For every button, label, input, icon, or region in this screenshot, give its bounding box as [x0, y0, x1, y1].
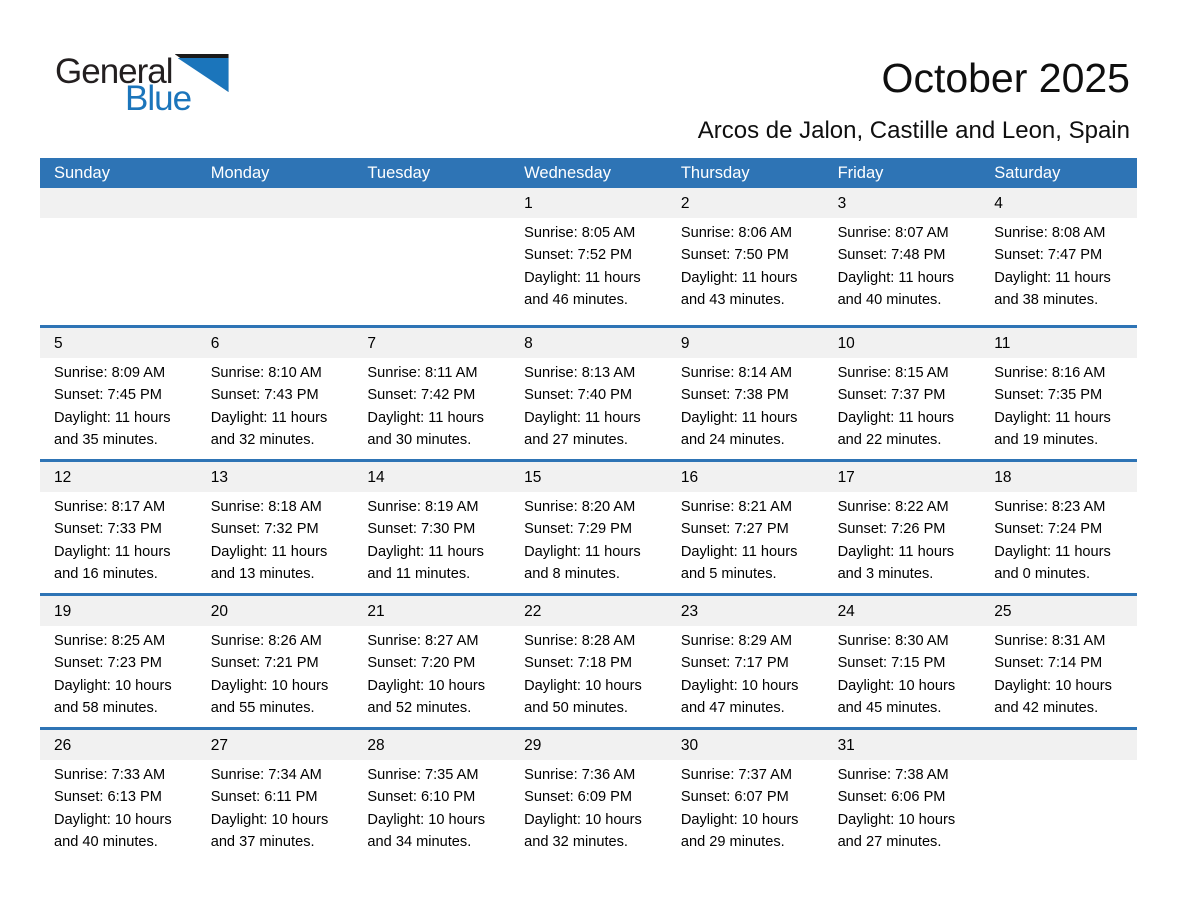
daylight-text-line1: Daylight: 10 hours — [210, 677, 329, 694]
daylight-text-line2: and 38 minutes. — [994, 292, 1099, 309]
daylight-text-line1: Daylight: 11 hours — [837, 269, 955, 286]
day-number: 1 — [524, 195, 533, 212]
daylight-text-line2: and 42 minutes. — [994, 700, 1099, 717]
daylight-text-line2: and 37 minutes. — [210, 834, 315, 851]
day-cell — [510, 188, 667, 325]
day-info — [510, 492, 667, 586]
sunrise-text: Sunrise: 8:31 AM — [994, 633, 1106, 649]
day-number: 26 — [54, 737, 72, 754]
day-cell — [824, 328, 981, 459]
sunrise-text: Sunrise: 8:19 AM — [367, 499, 479, 515]
daylight-text-line2: and 22 minutes. — [837, 432, 942, 449]
day-info — [197, 358, 354, 452]
day-cell — [980, 462, 1137, 593]
daylight-text-line1: Daylight: 10 hours — [54, 677, 172, 694]
day-info — [980, 358, 1137, 452]
sunrise-text: Sunrise: 7:34 AM — [210, 767, 322, 783]
sunset-text: Sunset: 7:30 PM — [367, 521, 476, 538]
sunset-text: Sunset: 7:32 PM — [210, 521, 319, 538]
daylight-text-line1: Daylight: 11 hours — [367, 543, 484, 560]
daylight-text-line1: Daylight: 11 hours — [367, 409, 484, 426]
daylight-text-line2: and 16 minutes. — [54, 566, 158, 583]
day-info — [40, 760, 197, 854]
day-cell — [197, 730, 354, 861]
day-info — [197, 760, 354, 854]
day-info — [197, 626, 354, 720]
day-info — [353, 492, 510, 586]
sunrise-text: Sunrise: 8:17 AM — [54, 499, 166, 515]
logo-triangle-icon — [175, 54, 229, 92]
day-cell — [197, 328, 354, 459]
day-info — [824, 218, 981, 312]
day-number: 10 — [837, 335, 855, 352]
sunrise-text: Sunrise: 8:18 AM — [210, 499, 322, 515]
sunrise-text: Sunrise: 8:11 AM — [367, 365, 478, 381]
day-number — [40, 188, 197, 218]
day-cell — [824, 462, 981, 593]
daylight-text-line2: and 0 minutes. — [994, 566, 1091, 583]
day-number: 8 — [524, 335, 533, 352]
day-cell — [197, 462, 354, 593]
sunset-text: Sunset: 7:33 PM — [54, 521, 162, 538]
daylight-text-line2: and 45 minutes. — [837, 700, 942, 717]
sunset-text: Sunset: 6:09 PM — [524, 789, 633, 806]
day-number: 20 — [210, 603, 228, 620]
sunset-text: Sunset: 7:35 PM — [994, 387, 1103, 404]
day-cell — [40, 328, 197, 459]
day-cell — [353, 328, 510, 459]
daylight-text-line2: and 30 minutes. — [367, 432, 472, 449]
daylight-text-line1: Daylight: 11 hours — [680, 269, 798, 286]
day-cell — [667, 328, 824, 459]
logo-text-general: General — [55, 52, 173, 91]
daylight-text-line1: Daylight: 11 hours — [994, 409, 1111, 426]
day-number: 21 — [367, 603, 385, 620]
day-info — [510, 626, 667, 720]
empty-day-cell — [197, 188, 354, 325]
day-info — [353, 358, 510, 452]
sunset-text: Sunset: 7:26 PM — [837, 521, 946, 538]
day-number: 16 — [680, 469, 699, 486]
day-number: 17 — [837, 469, 855, 486]
day-number — [353, 188, 510, 218]
daylight-text-line2: and 43 minutes. — [680, 292, 785, 309]
sunrise-text: Sunrise: 8:30 AM — [837, 633, 949, 649]
daylight-text-line1: Daylight: 10 hours — [524, 677, 642, 694]
day-number: 27 — [210, 737, 228, 754]
sunrise-text: Sunrise: 8:06 AM — [680, 225, 792, 241]
day-number: 3 — [837, 195, 847, 212]
daylight-text-line2: and 47 minutes. — [680, 700, 785, 717]
sunset-text: Sunset: 7:17 PM — [680, 655, 789, 672]
daylight-text-line2: and 27 minutes. — [837, 834, 942, 851]
logo-text-blue: Blue — [125, 79, 192, 118]
day-info — [510, 760, 667, 854]
daylight-text-line2: and 3 minutes. — [837, 566, 934, 583]
day-number: 29 — [524, 737, 542, 754]
day-number: 24 — [837, 603, 855, 620]
sunrise-text: Sunrise: 7:35 AM — [367, 767, 479, 783]
day-cell — [667, 188, 824, 325]
day-number: 30 — [680, 737, 699, 754]
sunset-text: Sunset: 7:37 PM — [837, 387, 946, 404]
sunset-text: Sunset: 6:11 PM — [210, 789, 318, 806]
sunset-text: Sunset: 7:38 PM — [680, 387, 789, 404]
sunset-text: Sunset: 7:45 PM — [54, 387, 162, 404]
day-cell — [353, 462, 510, 593]
day-cell — [510, 730, 667, 861]
day-info — [980, 626, 1137, 720]
daylight-text-line1: Daylight: 10 hours — [837, 811, 956, 828]
weekday-saturday: Saturday — [994, 163, 1061, 182]
daylight-text-line1: Daylight: 11 hours — [210, 543, 328, 560]
sunset-text: Sunset: 7:43 PM — [210, 387, 319, 404]
sunrise-text: Sunrise: 8:10 AM — [210, 365, 322, 381]
sunrise-text: Sunrise: 8:26 AM — [210, 633, 322, 649]
day-number: 2 — [680, 195, 690, 212]
day-info — [40, 492, 197, 586]
daylight-text-line2: and 32 minutes. — [524, 834, 628, 851]
day-number: 4 — [994, 195, 1003, 212]
week-row — [40, 188, 1137, 325]
sunset-text: Sunset: 7:40 PM — [524, 387, 633, 404]
sunrise-text: Sunrise: 8:27 AM — [367, 633, 479, 649]
daylight-text-line1: Daylight: 11 hours — [837, 543, 955, 560]
sunset-text: Sunset: 7:14 PM — [994, 655, 1103, 672]
day-cell — [824, 596, 981, 727]
sunset-text: Sunset: 7:20 PM — [367, 655, 476, 672]
daylight-text-line2: and 46 minutes. — [524, 292, 628, 309]
daylight-text-line2: and 40 minutes. — [54, 834, 158, 851]
sunset-text: Sunset: 7:24 PM — [994, 521, 1103, 538]
sunrise-text: Sunrise: 8:22 AM — [837, 499, 949, 515]
sunset-text: Sunset: 7:48 PM — [837, 247, 946, 264]
daylight-text-line1: Daylight: 11 hours — [54, 543, 171, 560]
daylight-text-line1: Daylight: 10 hours — [367, 677, 486, 694]
daylight-text-line2: and 29 minutes. — [680, 834, 785, 851]
sunrise-text: Sunrise: 8:05 AM — [524, 225, 636, 241]
sunset-text: Sunset: 7:15 PM — [837, 655, 946, 672]
daylight-text-line1: Daylight: 11 hours — [680, 543, 798, 560]
day-number — [980, 730, 1137, 760]
day-number: 31 — [837, 737, 855, 754]
sunrise-text: Sunrise: 8:23 AM — [994, 499, 1106, 515]
daylight-text-line1: Daylight: 11 hours — [994, 269, 1111, 286]
sunrise-text: Sunrise: 8:21 AM — [680, 499, 792, 515]
weekday-monday: Monday — [210, 163, 270, 182]
day-cell — [197, 596, 354, 727]
day-cell — [667, 462, 824, 593]
day-number: 6 — [210, 335, 220, 352]
location-subtitle: Arcos de Jalon, Castille and Leon, Spain — [697, 117, 1130, 144]
sunset-text: Sunset: 6:07 PM — [680, 789, 789, 806]
weekday-thursday: Thursday — [680, 163, 750, 182]
day-info — [197, 492, 354, 586]
sunrise-text: Sunrise: 8:14 AM — [680, 365, 792, 381]
day-cell — [353, 730, 510, 861]
daylight-text-line2: and 52 minutes. — [367, 700, 472, 717]
daylight-text-line2: and 19 minutes. — [994, 432, 1099, 449]
week-row — [40, 593, 1137, 727]
day-number: 15 — [524, 469, 542, 486]
daylight-text-line2: and 5 minutes. — [680, 566, 777, 583]
sunset-text: Sunset: 7:52 PM — [524, 247, 633, 264]
day-cell — [980, 596, 1137, 727]
day-info — [980, 218, 1137, 312]
weekday-tuesday: Tuesday — [367, 163, 431, 182]
day-cell — [353, 596, 510, 727]
day-number: 25 — [994, 603, 1012, 620]
sunrise-text: Sunrise: 8:16 AM — [994, 365, 1106, 381]
daylight-text-line2: and 13 minutes. — [210, 566, 315, 583]
sunrise-text: Sunrise: 8:07 AM — [837, 225, 949, 241]
daylight-text-line1: Daylight: 11 hours — [210, 409, 328, 426]
daylight-text-line2: and 34 minutes. — [367, 834, 472, 851]
day-info — [980, 492, 1137, 586]
week-row — [40, 727, 1137, 861]
day-cell — [510, 328, 667, 459]
day-info — [510, 218, 667, 312]
day-info — [510, 358, 667, 452]
sunset-text: Sunset: 6:06 PM — [837, 789, 946, 806]
sunrise-text: Sunrise: 7:36 AM — [524, 767, 636, 783]
daylight-text-line1: Daylight: 10 hours — [680, 811, 799, 828]
day-info — [667, 218, 824, 312]
sunset-text: Sunset: 7:23 PM — [54, 655, 162, 672]
daylight-text-line1: Daylight: 10 hours — [210, 811, 329, 828]
day-cell — [510, 596, 667, 727]
weekday-header-row — [40, 158, 1137, 188]
sunrise-text: Sunrise: 7:33 AM — [54, 767, 166, 783]
daylight-text-line2: and 27 minutes. — [524, 432, 628, 449]
empty-day-cell — [980, 730, 1137, 861]
sunrise-text: Sunrise: 8:15 AM — [837, 365, 949, 381]
day-info — [824, 626, 981, 720]
calendar-body — [40, 188, 1137, 861]
sunrise-text: Sunrise: 8:09 AM — [54, 365, 166, 381]
sunrise-text: Sunrise: 7:38 AM — [837, 767, 949, 783]
general-blue-logo — [55, 52, 275, 119]
day-number: 9 — [680, 335, 690, 352]
sunset-text: Sunset: 7:18 PM — [524, 655, 633, 672]
day-number: 13 — [210, 469, 228, 486]
day-info — [353, 760, 510, 854]
day-number: 18 — [994, 469, 1012, 486]
daylight-text-line1: Daylight: 10 hours — [994, 677, 1112, 694]
day-info — [667, 358, 824, 452]
day-number: 22 — [524, 603, 542, 620]
daylight-text-line1: Daylight: 11 hours — [54, 409, 171, 426]
sunrise-text: Sunrise: 8:25 AM — [54, 633, 166, 649]
daylight-text-line1: Daylight: 10 hours — [54, 811, 172, 828]
day-info — [40, 358, 197, 452]
daylight-text-line1: Daylight: 11 hours — [524, 269, 641, 286]
sunrise-text: Sunrise: 8:08 AM — [994, 225, 1106, 241]
day-cell — [40, 462, 197, 593]
day-info — [353, 626, 510, 720]
sunset-text: Sunset: 7:27 PM — [680, 521, 789, 538]
weekday-friday: Friday — [837, 163, 884, 182]
empty-day-cell — [353, 188, 510, 325]
day-number: 14 — [367, 469, 385, 486]
day-cell — [667, 596, 824, 727]
daylight-text-line2: and 40 minutes. — [837, 292, 942, 309]
day-info — [824, 760, 981, 854]
sunrise-text: Sunrise: 8:28 AM — [524, 633, 636, 649]
calendar — [40, 158, 1137, 861]
day-number: 11 — [994, 335, 1011, 352]
sunset-text: Sunset: 7:21 PM — [210, 655, 319, 672]
empty-day-cell — [40, 188, 197, 325]
daylight-text-line1: Daylight: 10 hours — [680, 677, 799, 694]
daylight-text-line1: Daylight: 10 hours — [367, 811, 486, 828]
weekday-wednesday: Wednesday — [524, 163, 611, 182]
daylight-text-line2: and 8 minutes. — [524, 566, 620, 583]
daylight-text-line1: Daylight: 10 hours — [837, 677, 956, 694]
daylight-text-line1: Daylight: 11 hours — [680, 409, 798, 426]
day-cell — [510, 462, 667, 593]
week-row — [40, 459, 1137, 593]
day-number: 12 — [54, 469, 72, 486]
daylight-text-line2: and 11 minutes. — [367, 566, 471, 583]
month-title: October 2025 — [881, 55, 1130, 101]
sunrise-text: Sunrise: 7:37 AM — [680, 767, 792, 783]
sunset-text: Sunset: 7:29 PM — [524, 521, 633, 538]
sunset-text: Sunset: 7:47 PM — [994, 247, 1103, 264]
day-cell — [980, 328, 1137, 459]
day-info — [824, 358, 981, 452]
daylight-text-line1: Daylight: 11 hours — [524, 409, 641, 426]
sunrise-text: Sunrise: 8:13 AM — [524, 365, 636, 381]
week-row — [40, 325, 1137, 459]
daylight-text-line2: and 35 minutes. — [54, 432, 158, 449]
day-info — [824, 492, 981, 586]
daylight-text-line2: and 32 minutes. — [210, 432, 315, 449]
day-cell — [40, 596, 197, 727]
day-number — [197, 188, 354, 218]
day-cell — [824, 730, 981, 861]
daylight-text-line2: and 24 minutes. — [680, 432, 785, 449]
weekday-sunday: Sunday — [54, 163, 110, 182]
day-info — [40, 626, 197, 720]
day-cell — [824, 188, 981, 325]
day-number: 28 — [367, 737, 385, 754]
daylight-text-line2: and 58 minutes. — [54, 700, 158, 717]
day-info — [667, 626, 824, 720]
daylight-text-line1: Daylight: 10 hours — [524, 811, 642, 828]
day-number: 7 — [367, 335, 377, 352]
sunrise-text: Sunrise: 8:29 AM — [680, 633, 792, 649]
day-cell — [980, 188, 1137, 325]
day-info — [667, 760, 824, 854]
day-number: 23 — [680, 603, 699, 620]
day-number: 19 — [54, 603, 72, 620]
daylight-text-line1: Daylight: 11 hours — [994, 543, 1111, 560]
day-cell — [40, 730, 197, 861]
daylight-text-line1: Daylight: 11 hours — [837, 409, 955, 426]
day-cell — [667, 730, 824, 861]
daylight-text-line2: and 55 minutes. — [210, 700, 315, 717]
daylight-text-line1: Daylight: 11 hours — [524, 543, 641, 560]
sunset-text: Sunset: 6:13 PM — [54, 789, 162, 806]
sunset-text: Sunset: 7:50 PM — [680, 247, 789, 264]
sunset-text: Sunset: 7:42 PM — [367, 387, 476, 404]
sunset-text: Sunset: 6:10 PM — [367, 789, 476, 806]
day-number: 5 — [54, 335, 63, 352]
sunrise-text: Sunrise: 8:20 AM — [524, 499, 636, 515]
daylight-text-line2: and 50 minutes. — [524, 700, 628, 717]
day-info — [667, 492, 824, 586]
